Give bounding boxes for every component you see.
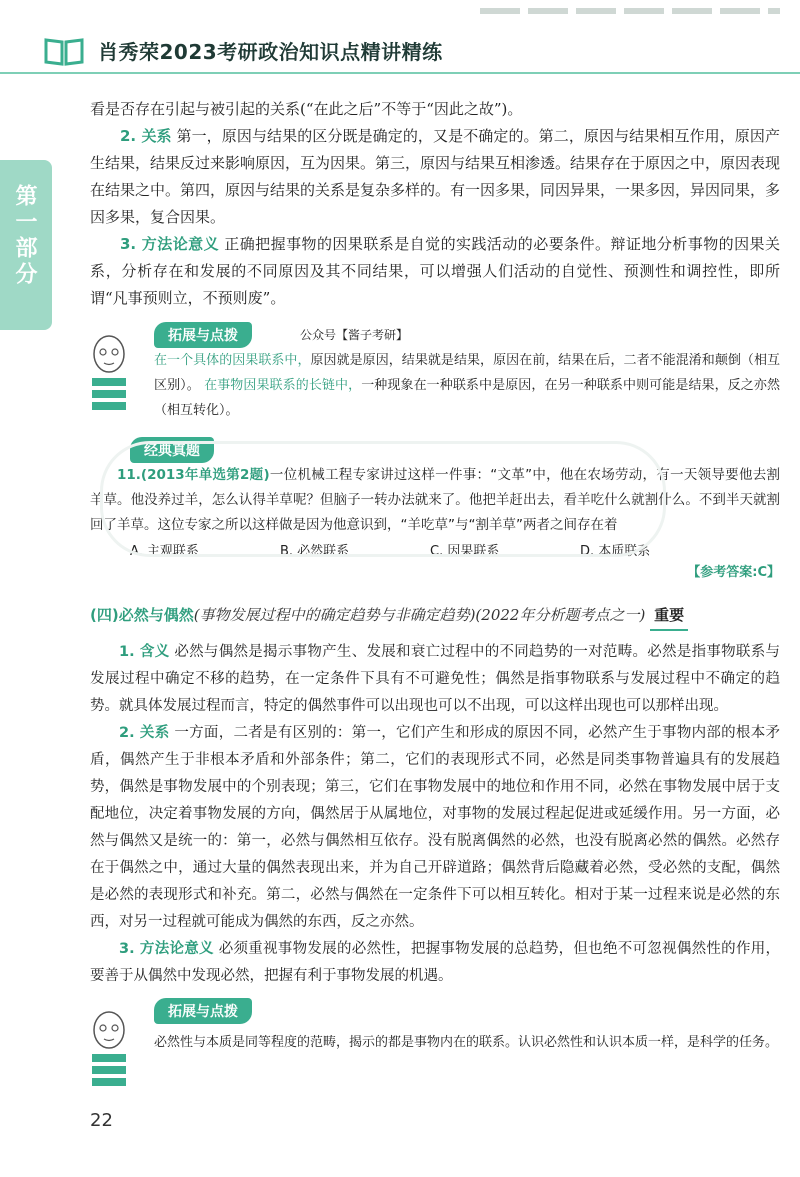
page-content — [90, 96, 780, 1102]
section-subtitle: (事物发展过程中的确定趋势与非确定趋势)(2022年分析题考点之一) — [193, 606, 646, 624]
part-side-tab — [0, 160, 52, 330]
methodology-paragraph — [90, 936, 780, 990]
methodology-text: 必须重视事物发展的必然性，把握事物发展的总趋势，但也绝不可忽视偶然性的作用，要善于从偶然中发现必然，把握有利于事物发展的机遇。 — [90, 941, 781, 984]
professor-portrait-icon — [84, 1004, 134, 1092]
professor-portrait-icon — [84, 328, 134, 416]
header-rule — [0, 72, 800, 74]
important-badge: 重要 — [650, 602, 688, 631]
extension-badge: 拓展与点拨 — [154, 998, 252, 1024]
header-top-strip — [480, 8, 780, 14]
relation-text: 一方面，二者是有区别的：第一，它们产生和形成的原因不同，必然产生于事物内部的根本矛盾，偶然产生于非根本矛盾和外部条件；第二，它们的表现形式不同，必然是同类事物普遍具有的发展趋势，偶然是事物发展中的个别表现；第三，它们在事物发展中的地位和作用不同，必然在事物发展中居于支配地位，决定着事物发展的方向，偶然居于从属地位，对事物的发展过程起促进或延缓作用。另一方面，必然与偶然又是统一的：第一，必然与偶然相互依存。没有脱离偶然的必然，也没有脱离必然的偶然。必然存在于偶然之中，通过大量的偶然表现出来，并为自己开辟道路；偶然背后隐藏着必然，受必然的支配，偶然是必然的表现形式和补充。第二，必然与偶然在一定条件下可以相互转化。相对于某一过程来说是必然的东西，对另一过程就可能成为偶然的东西，反之亦然。 — [90, 725, 780, 930]
exam-option-d: D. 本质联系 — [580, 544, 651, 559]
extension-highlight-1: 在一个具体的因果联系中， — [154, 353, 311, 368]
section-heading — [90, 602, 780, 631]
extension-highlight-2: 在事物因果联系的长链中， — [204, 378, 362, 393]
causality-method-text: 正确把握事物的因果联系是自觉的实践活动的必要条件。辩证地分析事物的因果关系，分析存在和发展的不同原因及其不同结果，可以增强人们活动的自觉性、预测性和调控性，即所谓“凡事预则立，不预则废”。 — [90, 235, 780, 307]
intro-line: 看是否存在引起与被引起的关系(“在此之后”不等于“因此之故”)。 — [90, 100, 523, 118]
causality-method-heading: 3. 方法论意义 — [120, 235, 220, 253]
causality-relation-text: 第一，原因与结果的区分既是确定的，又是不确定的。第二，原因与结果相互作用，原因产生结果，结果反过来影响原因，互为因果。第三，原因与结果互相渗透。结果存在于原因之中，原因表现在结果之中。第四，原因与结果的关系是复杂多样的。有一因多果，同因异果，一果多因，异因同果，多因多果，复合因果。 — [90, 127, 781, 226]
classic-exam-badge: 经典真题 — [130, 437, 214, 463]
wechat-account-tag: 公众号【酱子考研】 — [300, 328, 409, 342]
part-side-tab-label: 第一部分 — [12, 184, 37, 288]
classic-exam-box — [90, 431, 780, 580]
extension-badge: 拓展与点拨 — [154, 322, 252, 348]
extension-box-2 — [90, 998, 780, 1094]
causality-relation-paragraph — [90, 123, 780, 231]
exam-question-text: 一位机械工程专家讲过这样一件事：“文革”中，他在农场劳动，有一天领导要他去割羊草。他没养过羊，怎么认得羊草呢？但脑子一转办法就来了。他把羊赶出去，看羊吃什么就割什么。不到半天就割回了羊草。这位专家之所以这样做是因为他意识到，“羊吃草”与“割羊草”两者之间存在着 — [90, 467, 780, 533]
extension-body-1: 原因就是原因，结果就是结果，原因在前，结果在后，二者不能混淆和颠倒（相互区别）。 — [154, 353, 780, 393]
exam-option-a: A. 主观联系 — [130, 544, 199, 559]
extension-text-2: 必然性与本质是同等程度的范畴，揭示的都是事物内在的联系。认识必然性和认识本质一样，是科学的任务。 — [154, 1035, 779, 1050]
extension-body-2: 一种现象在一种联系中是原因，在另一种联系中则可能是结果，反之亦然（相互转化）。 — [154, 378, 780, 418]
causality-method-paragraph — [90, 231, 780, 312]
section-body — [90, 639, 780, 990]
definition-text: 必然与偶然是揭示事物产生、发展和衰亡过程中的不同趋势的一对范畴。必然是指事物联系与发展过程中确定不移的趋势，在一定条件下具有不可避免性；偶然是指事物联系与发展过程中不确定的趋势。就具体发展过程而言，特定的偶然事件可以出现也可以不出现，可以这样出现也可以那样出现。 — [90, 644, 780, 714]
exam-question-label: 11.(2013年单选第2题) — [117, 467, 270, 483]
extension-box-1 — [90, 322, 780, 423]
definition-heading: 1. 含义 — [119, 644, 170, 660]
exam-option-b: B. 必然联系 — [280, 544, 350, 559]
page-number: 22 — [90, 1110, 113, 1131]
causality-relation-heading: 2. 关系 — [120, 127, 172, 145]
book-title: 肖秀荣2023考研政治知识点精讲精练 — [98, 40, 443, 64]
page-header — [0, 0, 800, 82]
open-book-icon — [44, 36, 84, 66]
section-title: (四)必然与偶然 — [90, 606, 194, 624]
relation-paragraph — [90, 720, 780, 936]
exam-option-c: C. 因果联系 — [430, 544, 500, 559]
relation-heading: 2. 关系 — [119, 725, 170, 741]
definition-paragraph — [90, 639, 780, 720]
watermark-shape — [100, 441, 666, 557]
methodology-heading: 3. 方法论意义 — [119, 941, 214, 957]
exam-answer: 【参考答案:C】 — [687, 565, 780, 580]
extension-text-1 — [154, 348, 780, 423]
